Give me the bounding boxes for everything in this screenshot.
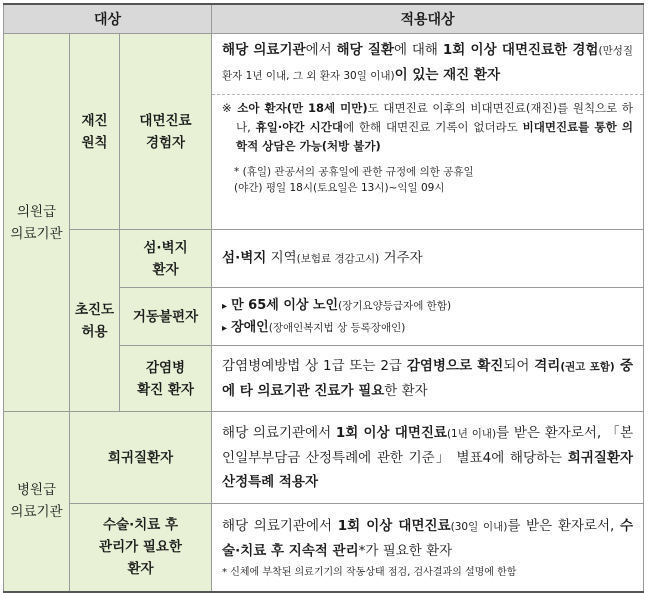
main-e: 1회 이상 대면진료한 경험 bbox=[442, 42, 599, 58]
mobility-item-disabled bbox=[222, 317, 633, 339]
surgery-footnote: * 신체에 부착된 의료기기의 작동상태 점검, 검사결과의 설명에 한함 bbox=[222, 566, 517, 578]
row-post-surgery bbox=[4, 504, 644, 592]
main-a: 해당 의료기관 bbox=[222, 42, 306, 58]
note-e: 비대면진료를 통한 의학적 상담은 가능(처방 불가) bbox=[236, 120, 633, 153]
experienced-main-text bbox=[222, 38, 633, 88]
content-infection bbox=[212, 346, 644, 412]
subcategory-revisit bbox=[70, 34, 120, 230]
subcategory-first-visit bbox=[70, 230, 120, 412]
surgery-main-text bbox=[222, 514, 633, 563]
content-island bbox=[212, 230, 644, 288]
header-applicable: 적용대상 bbox=[212, 4, 644, 34]
island-label: 섬·벽지 환자 bbox=[143, 239, 188, 278]
target-post-surgery bbox=[70, 504, 212, 592]
surgery-b: 1회 이상 대면진료 bbox=[337, 517, 451, 534]
row-face-to-face-experience bbox=[4, 34, 644, 230]
triangle-bullet-icon: ▸ bbox=[222, 322, 228, 334]
note-c: 휴일·야간 시간대 bbox=[255, 120, 343, 134]
mobility-label: 거동불편자 bbox=[132, 308, 199, 325]
surgery-label: 수술·치료 후 관리가 필요한 환자 bbox=[99, 517, 182, 578]
target-island bbox=[120, 230, 212, 288]
triangle-bullet-icon: ▸ bbox=[222, 300, 228, 312]
infect-b: 감염병으로 확진 bbox=[406, 358, 504, 374]
content-experienced bbox=[212, 34, 644, 230]
surgery-d: 를 받은 환자로서, bbox=[507, 517, 620, 534]
island-d: 거주자 bbox=[379, 250, 423, 266]
elderly-b: (장기요양등급자에 한함) bbox=[338, 299, 452, 312]
infect-f: 중에 타 의료기관 진료가 필요 bbox=[222, 358, 634, 399]
header-target: 대상 bbox=[4, 4, 212, 34]
main-d: 에 대해 bbox=[393, 42, 443, 58]
rare-b: 1회 이상 대면진료 bbox=[335, 425, 447, 441]
main-b: 에서 bbox=[305, 42, 337, 58]
header-row bbox=[4, 4, 644, 34]
content-mobility bbox=[212, 288, 644, 346]
disabled-b: (장애인복지법 상 등록장애인) bbox=[268, 321, 406, 334]
surgery-c: (30일 이내) bbox=[450, 520, 508, 533]
note-a: 소아 환자(만 18세 미만) bbox=[237, 101, 368, 115]
island-c: (보험료 경감고시) bbox=[296, 253, 380, 265]
pediatric-note bbox=[222, 99, 633, 156]
rare-c: (1년 이내) bbox=[446, 428, 497, 440]
rare-label: 희귀질환자 bbox=[107, 449, 174, 466]
eligibility-table bbox=[3, 3, 644, 593]
infection-label: 감염병 확진 환자 bbox=[137, 359, 194, 398]
target-experienced bbox=[120, 34, 212, 230]
elderly-a: 만 65세 이상 노인 bbox=[231, 297, 339, 313]
revisit-label: 재진 원칙 bbox=[81, 112, 108, 151]
first-visit-label: 초진도 허용 bbox=[74, 301, 115, 340]
infect-a: 감염병예방법 상 1급 또는 2급 bbox=[222, 358, 407, 374]
infect-g: 한 환자 bbox=[384, 383, 428, 399]
main-f: (만성질환자 1년 이내, 그 외 환자 30일 이내) bbox=[222, 45, 633, 82]
rare-d: 를 받은 환자로서, 「본인일부부담금 산정특례에 관한 기준」 별표4에 해당하는 bbox=[222, 425, 633, 466]
surgery-f: *가 필요한 환자 bbox=[358, 542, 453, 559]
target-rare-disease bbox=[70, 412, 212, 504]
target-mobility bbox=[120, 288, 212, 346]
category-clinic bbox=[4, 34, 70, 412]
disabled-a: 장애인 bbox=[231, 319, 269, 335]
experienced-label: 대면진료 경험자 bbox=[139, 112, 192, 151]
content-rare-disease bbox=[212, 412, 644, 504]
main-g: 이 있는 재진 환자 bbox=[394, 67, 500, 83]
note-mark: ※ bbox=[222, 101, 238, 115]
content-post-surgery bbox=[212, 504, 644, 592]
category-hospital bbox=[4, 412, 70, 592]
row-island bbox=[4, 230, 644, 288]
infect-c: 되어 bbox=[503, 358, 535, 374]
mobility-item-elderly bbox=[222, 295, 633, 317]
island-a: 섬·벽지 bbox=[222, 250, 267, 266]
island-b: 지역 bbox=[266, 250, 297, 266]
surgery-e: 수술·치료 후 지속적 관리 bbox=[222, 517, 633, 559]
clinic-label: 의원급 의료기관 bbox=[10, 203, 63, 242]
holiday-night-footnote: * (휴일) 관공서의 공휴일에 관한 규정에 의한 공휴일 (야간) 평일 18시(토요일은 13시)~익일 09시 bbox=[234, 166, 474, 194]
note-b: 도 대면진료 이후의 비대면진료(재진)를 원칙으로 하나, bbox=[236, 101, 634, 134]
note-d: 에 한해 대면진료 기록이 없더라도 bbox=[342, 120, 523, 134]
rare-a: 해당 의료기관에서 bbox=[222, 425, 336, 441]
hospital-label: 병원급 의료기관 bbox=[10, 482, 63, 521]
target-infection bbox=[120, 346, 212, 412]
surgery-a: 해당 의료기관에서 bbox=[222, 517, 338, 534]
row-rare-disease bbox=[4, 412, 644, 504]
infect-d: 격리 bbox=[534, 358, 561, 374]
main-c: 해당 질환 bbox=[336, 42, 394, 58]
infect-e: (권고 포함) bbox=[560, 361, 615, 373]
rare-e: 희귀질환자 산정특례 적용자 bbox=[222, 450, 633, 490]
